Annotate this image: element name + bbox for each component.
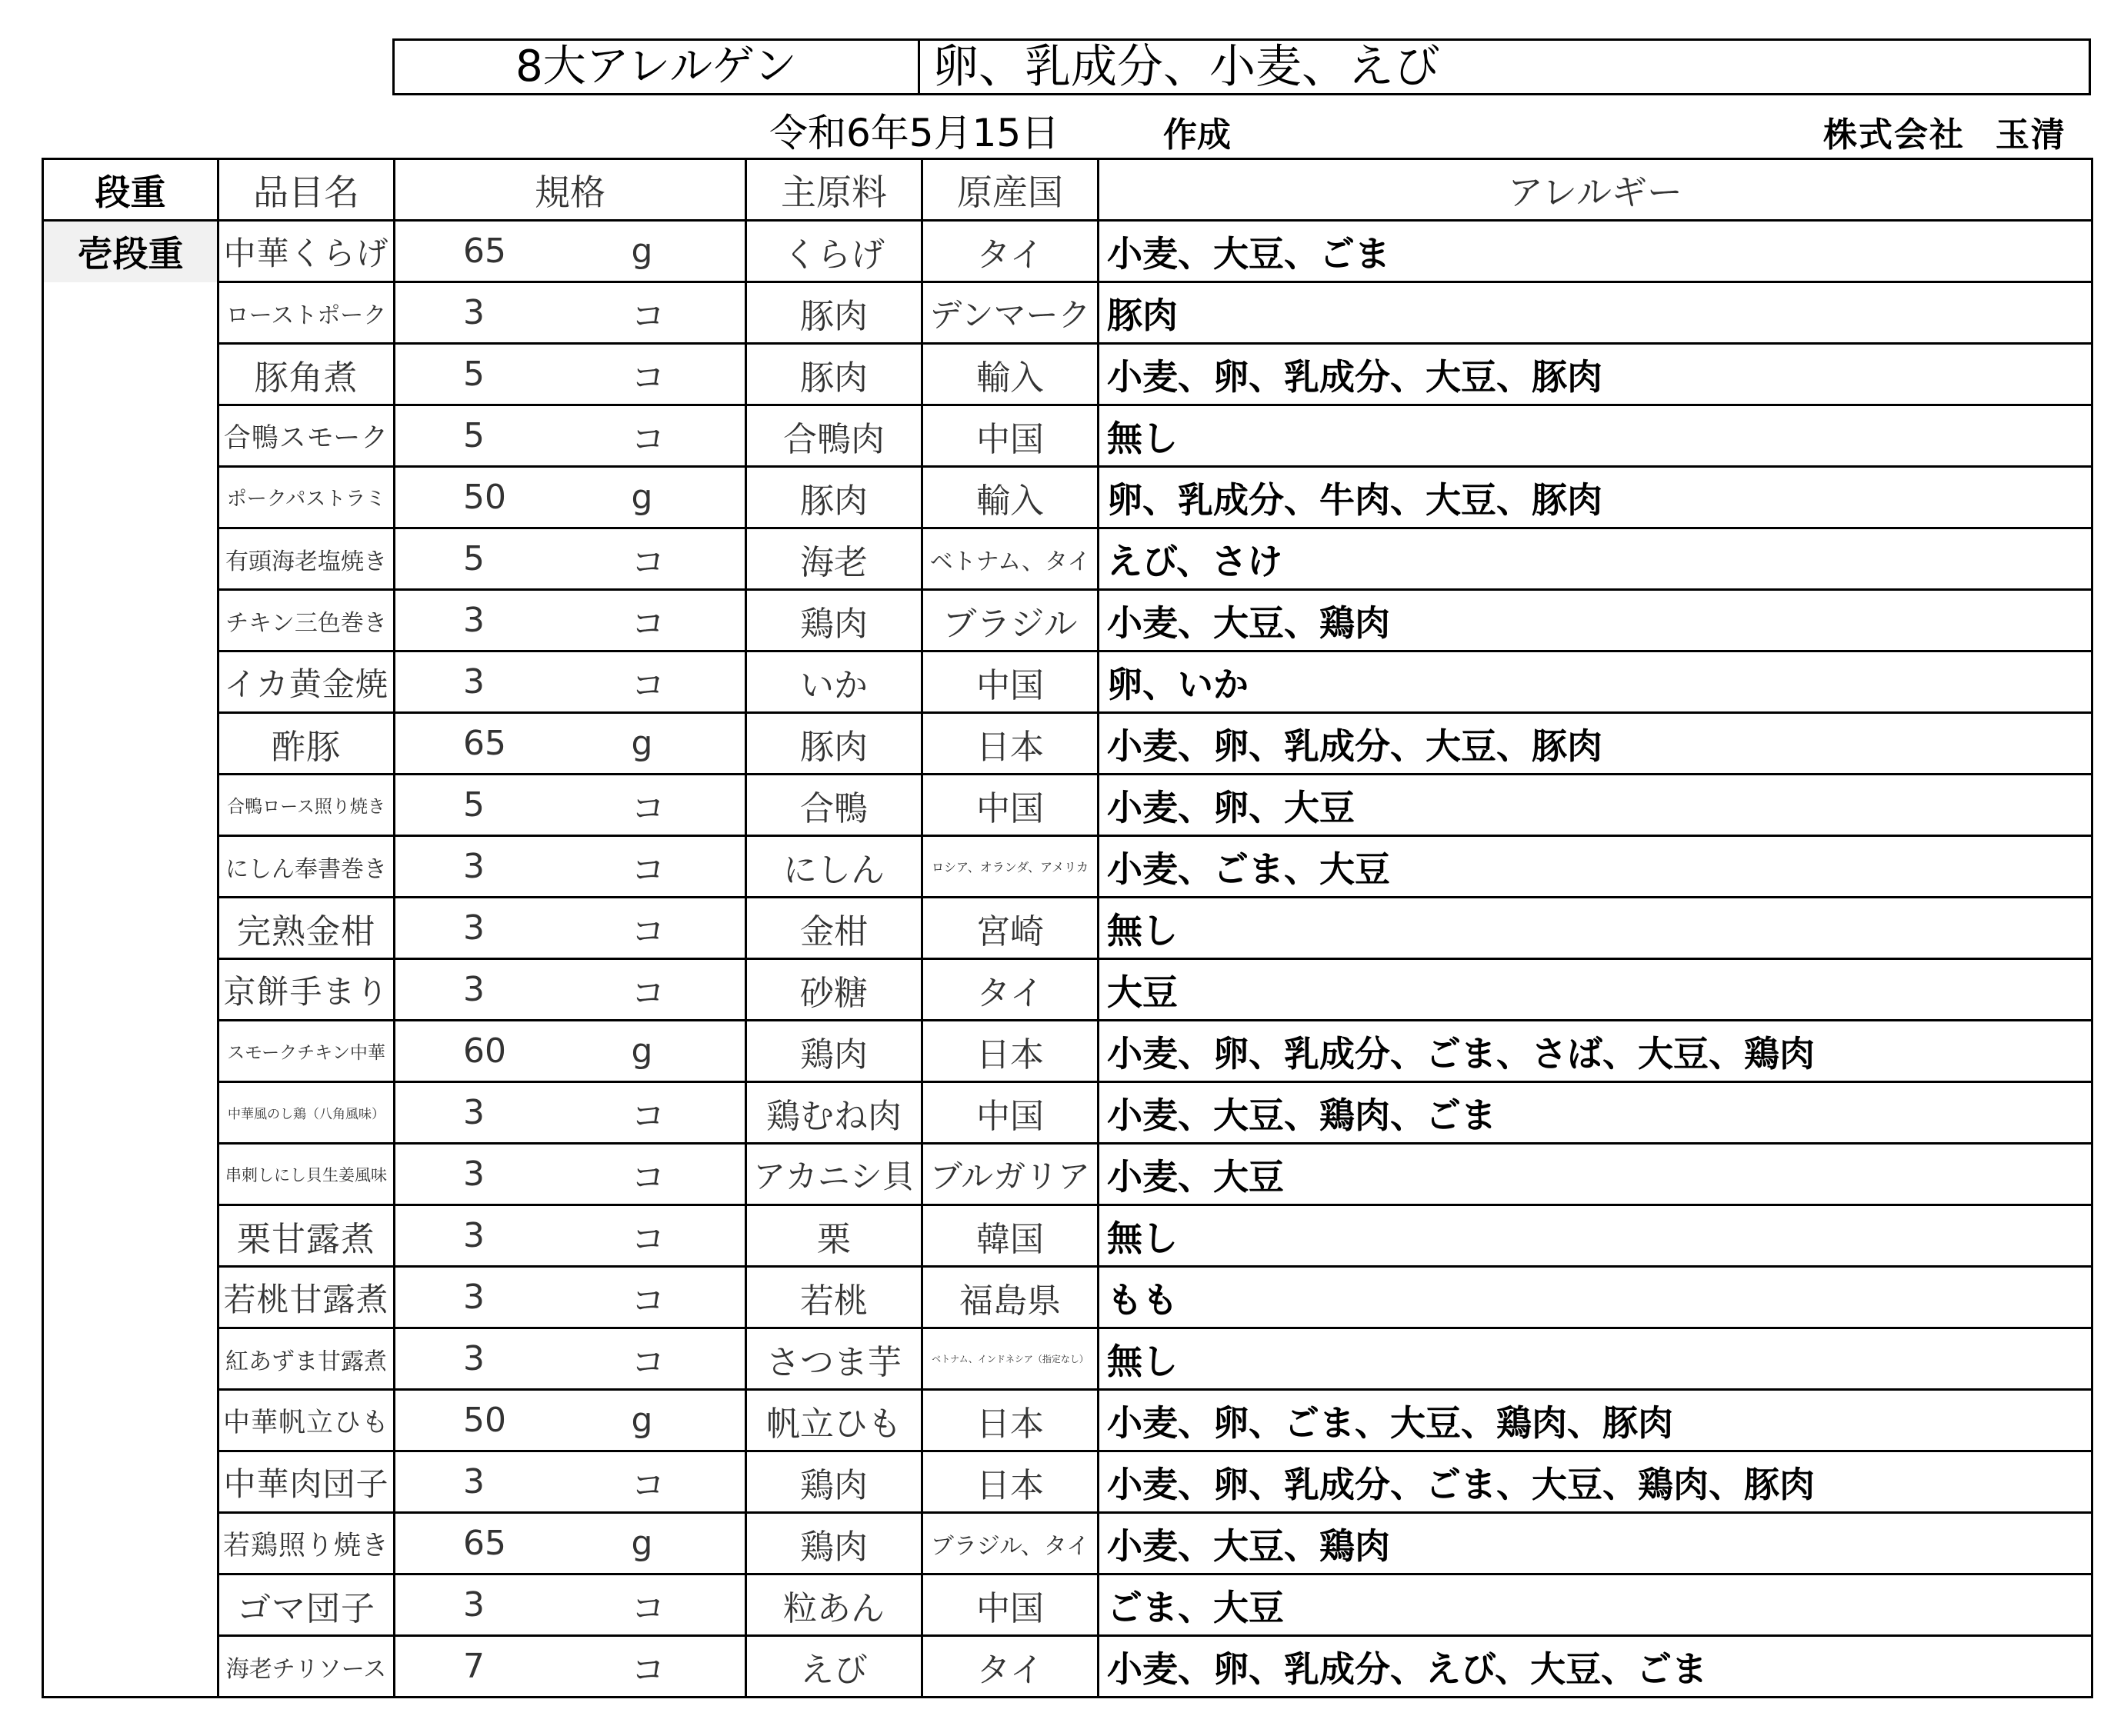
origin-cell: 中国 xyxy=(922,775,1099,836)
origin-cell: タイ xyxy=(922,221,1099,282)
table-row xyxy=(43,221,2092,282)
item-name-cell: 完熟金柑 xyxy=(218,898,395,959)
item-name-cell: 栗甘露煮 xyxy=(218,1205,395,1267)
item-name-cell: ポークパストラミ xyxy=(218,467,395,528)
col-header-material: 主原料 xyxy=(746,159,922,221)
quantity-cell: 3 xyxy=(395,898,570,959)
origin-cell: タイ xyxy=(922,1636,1099,1698)
table-header-row xyxy=(43,159,2092,221)
origin-cell: 日本 xyxy=(922,1021,1099,1082)
quantity-cell: 3 xyxy=(395,959,570,1021)
quantity-cell: 3 xyxy=(395,1144,570,1205)
material-cell: 若桃 xyxy=(746,1267,922,1328)
origin-cell: ベトナム、インドネシア（指定なし） xyxy=(922,1328,1099,1390)
dan-cell: 壱段重 xyxy=(43,221,218,282)
allergy-cell: 小麦、卵、乳成分、大豆、豚肉 xyxy=(1099,713,2092,775)
quantity-cell: 3 xyxy=(395,1267,570,1328)
material-cell: 合鴨肉 xyxy=(746,405,922,467)
unit-cell: コ xyxy=(570,836,746,898)
quantity-cell: 7 xyxy=(395,1636,570,1698)
item-name-cell: イカ黄金焼 xyxy=(218,651,395,713)
unit-cell: コ xyxy=(570,1144,746,1205)
quantity-cell: 65 xyxy=(395,221,570,282)
dan-cell xyxy=(43,775,218,836)
item-name-cell: 中華くらげ xyxy=(218,221,395,282)
material-cell: 合鴨 xyxy=(746,775,922,836)
origin-cell: ブラジル xyxy=(922,590,1099,651)
material-cell: 豚肉 xyxy=(746,344,922,405)
col-header-allergy: アレルギー xyxy=(1099,159,2092,221)
item-name-cell: スモークチキン中華 xyxy=(218,1021,395,1082)
origin-cell: ベトナム、タイ xyxy=(922,528,1099,590)
quantity-cell: 50 xyxy=(395,1390,570,1451)
unit-cell: コ xyxy=(570,775,746,836)
quantity-cell: 5 xyxy=(395,405,570,467)
unit-cell: g xyxy=(570,1513,746,1574)
quantity-cell: 65 xyxy=(395,1513,570,1574)
unit-cell: コ xyxy=(570,282,746,344)
item-name-cell: 合鴨スモーク xyxy=(218,405,395,467)
origin-cell: 輸入 xyxy=(922,344,1099,405)
item-name-cell: 若鶏照り焼き xyxy=(218,1513,395,1574)
origin-cell: 日本 xyxy=(922,713,1099,775)
quantity-cell: 65 xyxy=(395,713,570,775)
material-cell: 栗 xyxy=(746,1205,922,1267)
origin-cell: 福島県 xyxy=(922,1267,1099,1328)
origin-cell: デンマーク xyxy=(922,282,1099,344)
origin-cell: ブラジル、タイ xyxy=(922,1513,1099,1574)
allergy-cell: 小麦、大豆 xyxy=(1099,1144,2092,1205)
table-row xyxy=(43,713,2092,775)
dan-cell xyxy=(43,1390,218,1451)
quantity-cell: 3 xyxy=(395,1205,570,1267)
table-row xyxy=(43,405,2092,467)
table-row xyxy=(43,1021,2092,1082)
item-name-cell: 串刺しにし貝生姜風味 xyxy=(218,1144,395,1205)
unit-cell: コ xyxy=(570,1267,746,1328)
unit-cell: g xyxy=(570,1390,746,1451)
allergy-cell: 無し xyxy=(1099,1205,2092,1267)
origin-cell: 日本 xyxy=(922,1451,1099,1513)
item-name-cell: 中華肉団子 xyxy=(218,1451,395,1513)
unit-cell: g xyxy=(570,1021,746,1082)
col-header-name: 品目名 xyxy=(218,159,395,221)
item-name-cell: 中華帆立ひも xyxy=(218,1390,395,1451)
dan-cell xyxy=(43,1513,218,1574)
item-name-cell: 若桃甘露煮 xyxy=(218,1267,395,1328)
material-cell: 鶏むね肉 xyxy=(746,1082,922,1144)
unit-cell: コ xyxy=(570,959,746,1021)
material-cell: 粒あん xyxy=(746,1574,922,1636)
dan-cell xyxy=(43,282,218,344)
allergy-cell: 小麦、卵、ごま、大豆、鶏肉、豚肉 xyxy=(1099,1390,2092,1451)
col-header-spec: 規格 xyxy=(395,159,746,221)
unit-cell: g xyxy=(570,467,746,528)
dan-cell xyxy=(43,1267,218,1328)
item-name-cell: 紅あずま甘露煮 xyxy=(218,1328,395,1390)
origin-cell: 日本 xyxy=(922,1390,1099,1451)
origin-cell: 中国 xyxy=(922,1082,1099,1144)
allergy-cell: 小麦、卵、乳成分、大豆、豚肉 xyxy=(1099,344,2092,405)
allergy-cell: えび、さけ xyxy=(1099,528,2092,590)
table-row xyxy=(43,1574,2092,1636)
item-name-cell: ローストポーク xyxy=(218,282,395,344)
dan-cell xyxy=(43,836,218,898)
quantity-cell: 3 xyxy=(395,1451,570,1513)
table-row xyxy=(43,1451,2092,1513)
col-header-origin: 原産国 xyxy=(922,159,1099,221)
origin-cell: ロシア、オランダ、アメリカ xyxy=(922,836,1099,898)
allergen-summary-box xyxy=(392,38,2091,95)
origin-cell: 中国 xyxy=(922,651,1099,713)
unit-cell: コ xyxy=(570,898,746,959)
allergy-cell: 大豆 xyxy=(1099,959,2092,1021)
quantity-cell: 3 xyxy=(395,282,570,344)
table-row xyxy=(43,775,2092,836)
dan-cell xyxy=(43,959,218,1021)
origin-cell: 宮崎 xyxy=(922,898,1099,959)
item-name-cell: 京餅手まり xyxy=(218,959,395,1021)
material-cell: 鶏肉 xyxy=(746,1451,922,1513)
material-cell: 鶏肉 xyxy=(746,1021,922,1082)
table-row xyxy=(43,590,2092,651)
allergy-cell: 小麦、大豆、鶏肉 xyxy=(1099,1513,2092,1574)
quantity-cell: 50 xyxy=(395,467,570,528)
item-name-cell: 中華風のし鶏（八角風味） xyxy=(218,1082,395,1144)
quantity-cell: 60 xyxy=(395,1021,570,1082)
allergy-cell: 卵、乳成分、牛肉、大豆、豚肉 xyxy=(1099,467,2092,528)
material-cell: 砂糖 xyxy=(746,959,922,1021)
quantity-cell: 3 xyxy=(395,651,570,713)
allergy-cell: 小麦、卵、乳成分、ごま、さば、大豆、鶏肉 xyxy=(1099,1021,2092,1082)
dan-cell xyxy=(43,1021,218,1082)
item-name-cell: 合鴨ロース照り焼き xyxy=(218,775,395,836)
company-name xyxy=(1823,114,2066,157)
dan-cell xyxy=(43,1451,218,1513)
table-row xyxy=(43,1328,2092,1390)
item-name-cell: 酢豚 xyxy=(218,713,395,775)
dan-cell xyxy=(43,1574,218,1636)
unit-cell: g xyxy=(570,221,746,282)
dan-cell xyxy=(43,1205,218,1267)
item-name-cell: 豚角煮 xyxy=(218,344,395,405)
allergy-cell: 小麦、卵、乳成分、ごま、大豆、鶏肉、豚肉 xyxy=(1099,1451,2092,1513)
table-row xyxy=(43,1205,2092,1267)
table-row xyxy=(43,467,2092,528)
unit-cell: コ xyxy=(570,1636,746,1698)
dan-cell xyxy=(43,1328,218,1390)
unit-cell: コ xyxy=(570,1574,746,1636)
allergen-table xyxy=(42,158,2093,1698)
item-name-cell: にしん奉書巻き xyxy=(218,836,395,898)
quantity-cell: 5 xyxy=(395,775,570,836)
unit-cell: g xyxy=(570,713,746,775)
unit-cell: コ xyxy=(570,1328,746,1390)
material-cell: 豚肉 xyxy=(746,713,922,775)
quantity-cell: 5 xyxy=(395,528,570,590)
origin-cell: 中国 xyxy=(922,1574,1099,1636)
dan-cell xyxy=(43,651,218,713)
table-row xyxy=(43,959,2092,1021)
origin-cell: タイ xyxy=(922,959,1099,1021)
allergy-cell: 小麦、大豆、鶏肉、ごま xyxy=(1099,1082,2092,1144)
allergy-cell: 小麦、大豆、ごま xyxy=(1099,221,2092,282)
unit-cell: コ xyxy=(570,1451,746,1513)
allergy-cell: 無し xyxy=(1099,1328,2092,1390)
origin-cell: 韓国 xyxy=(922,1205,1099,1267)
dan-cell xyxy=(43,405,218,467)
dan-cell xyxy=(43,344,218,405)
material-cell: 帆立ひも xyxy=(746,1390,922,1451)
table-row xyxy=(43,651,2092,713)
allergy-cell: 小麦、卵、乳成分、えび、大豆、ごま xyxy=(1099,1636,2092,1698)
unit-cell: コ xyxy=(570,528,746,590)
material-cell: 豚肉 xyxy=(746,282,922,344)
allergy-cell: 卵、いか xyxy=(1099,651,2092,713)
allergy-cell: 小麦、ごま、大豆 xyxy=(1099,836,2092,898)
material-cell: 鶏肉 xyxy=(746,1513,922,1574)
allergen-summary-label: 8大アレルゲン xyxy=(395,41,920,93)
allergy-cell: 小麦、卵、大豆 xyxy=(1099,775,2092,836)
allergy-cell: 豚肉 xyxy=(1099,282,2092,344)
dan-cell xyxy=(43,1636,218,1698)
material-cell: さつま芋 xyxy=(746,1328,922,1390)
company-type: 株式会社 xyxy=(1823,115,1965,155)
item-name-cell: チキン三色巻き xyxy=(218,590,395,651)
table-row xyxy=(43,1082,2092,1144)
item-name-cell: ゴマ団子 xyxy=(218,1574,395,1636)
table-row xyxy=(43,1636,2092,1698)
table-row xyxy=(43,836,2092,898)
table-row xyxy=(43,1390,2092,1451)
allergy-cell: もも xyxy=(1099,1267,2092,1328)
dan-cell xyxy=(43,1144,218,1205)
quantity-cell: 3 xyxy=(395,590,570,651)
dan-cell xyxy=(43,467,218,528)
table-row xyxy=(43,1513,2092,1574)
allergy-cell: 無し xyxy=(1099,405,2092,467)
quantity-cell: 3 xyxy=(395,836,570,898)
unit-cell: コ xyxy=(570,651,746,713)
dan-cell xyxy=(43,528,218,590)
material-cell: 豚肉 xyxy=(746,467,922,528)
quantity-cell: 5 xyxy=(395,344,570,405)
dan-cell xyxy=(43,590,218,651)
dan-cell xyxy=(43,898,218,959)
unit-cell: コ xyxy=(570,590,746,651)
dan-cell xyxy=(43,1082,218,1144)
material-cell: えび xyxy=(746,1636,922,1698)
table-row xyxy=(43,898,2092,959)
material-cell: アカニシ貝 xyxy=(746,1144,922,1205)
created-label: 作成 xyxy=(1163,115,1231,155)
material-cell: 金柑 xyxy=(746,898,922,959)
table-row xyxy=(43,282,2092,344)
unit-cell: コ xyxy=(570,405,746,467)
dan-cell xyxy=(43,713,218,775)
table-row xyxy=(43,528,2092,590)
origin-cell: 中国 xyxy=(922,405,1099,467)
allergy-cell: ごま、大豆 xyxy=(1099,1574,2092,1636)
origin-cell: ブルガリア xyxy=(922,1144,1099,1205)
allergen-summary-value: 卵、乳成分、小麦、えび xyxy=(932,40,1440,94)
quantity-cell: 3 xyxy=(395,1082,570,1144)
quantity-cell: 3 xyxy=(395,1574,570,1636)
material-cell: くらげ xyxy=(746,221,922,282)
quantity-cell: 3 xyxy=(395,1328,570,1390)
table-row xyxy=(43,1144,2092,1205)
allergy-cell: 小麦、大豆、鶏肉 xyxy=(1099,590,2092,651)
unit-cell: コ xyxy=(570,1205,746,1267)
material-cell: いか xyxy=(746,651,922,713)
material-cell: 鶏肉 xyxy=(746,590,922,651)
item-name-cell: 海老チリソース xyxy=(218,1636,395,1698)
table-row xyxy=(43,344,2092,405)
col-header-dan: 段重 xyxy=(43,159,218,221)
table-row xyxy=(43,1267,2092,1328)
item-name-cell: 有頭海老塩焼き xyxy=(218,528,395,590)
creation-date: 令和6年5月15日 xyxy=(769,111,1060,155)
material-cell: 海老 xyxy=(746,528,922,590)
unit-cell: コ xyxy=(570,1082,746,1144)
unit-cell: コ xyxy=(570,344,746,405)
origin-cell: 輸入 xyxy=(922,467,1099,528)
material-cell: にしん xyxy=(746,836,922,898)
company-brand: 玉清 xyxy=(1996,115,2066,155)
allergy-cell: 無し xyxy=(1099,898,2092,959)
